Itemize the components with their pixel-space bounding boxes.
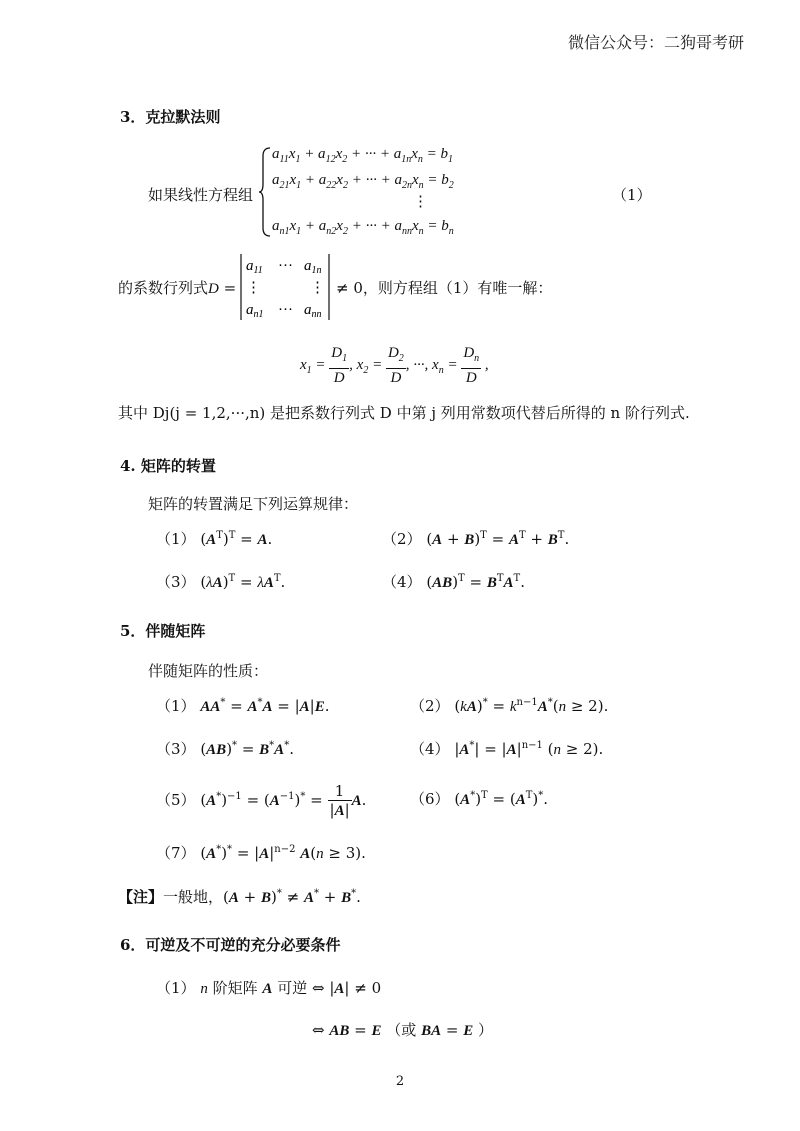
system-vdots: ⋮ (413, 192, 428, 210)
adjugate-prop-7: （7） $(A^*)^* = |A|^{n-2}$ A(n ≥ 3). (156, 844, 366, 862)
adjugate-prop-3: （3） (AB)* = B*A*. (156, 740, 294, 758)
section-4-title: 4. 矩阵的转置 (120, 457, 216, 475)
svg-text:⋮: ⋮ (310, 280, 325, 296)
invertible-condition-1: （1） n 阶矩阵 A 可逆 ⇔ |A| ≠ 0 (156, 979, 382, 997)
equation-label: （1） (612, 186, 652, 204)
transpose-rule-4: （4） $(AB)^T = B^TA^T$. (382, 573, 525, 591)
adjugate-note: 【注】一般地，(A + B)* ≠ A* + B*. (118, 888, 361, 906)
header-account: 微信公众号：二狗哥考研 (567, 33, 744, 52)
coefficient-determinant (238, 252, 334, 322)
page-number: 2 (395, 1074, 405, 1089)
adjugate-prop-1: （1） AA* = A*A = |A|E. (156, 697, 330, 715)
section-5-title: 5．伴随矩阵 (120, 622, 206, 640)
svg-text:···: ··· (278, 302, 293, 318)
svg-text:a11: $a_{11}$ (246, 258, 263, 276)
section-6-title: 6．可逆及不可逆的充分必要条件 (120, 936, 341, 954)
system-brace (258, 146, 272, 238)
svg-text:ann: $a_{nn}$ (304, 302, 322, 320)
system-eq-1: $a_{11}x_1 + a_{12}x_2$ + ··· + $a_{1n}x_n = b_1$ (272, 146, 454, 165)
svg-text:an1: $a_{n1}$ (246, 302, 264, 320)
section-3-title: 3．克拉默法则 (120, 108, 221, 126)
adjugate-prop-6: （6） $(A^*)^T = (A^T)^*$. (410, 790, 549, 808)
system-eq-n: $a_{n1}x_1 + a_{n2}x_2$ + ··· + $a_{nn}x_n = b_n$ (272, 218, 454, 237)
adjugate-prop-4: （4） $|A^*| = |A|^{n-1}$ (n ≥ 2). (410, 740, 604, 758)
svg-text:⋮: ⋮ (246, 280, 261, 296)
svg-text:···: ··· (278, 258, 293, 274)
cramer-intro: 如果线性方程组 (148, 186, 254, 204)
cramer-solution: $x_1$ = $\frac{D_1}{D}$ , $x_2$ = $\frac{D_2}{D}$ , ···, $x_n$ = $\frac{D_n}{D}$ , (300, 345, 489, 386)
svg-text:a1n: $a_{1n}$ (304, 258, 322, 276)
adjugate-prop-5: （5） $(A^*)^{-1} = (A^{-1})^*$ = $\frac{1}{|A|}$ A. (156, 782, 367, 819)
det-prefix: 的系数行列式D = (118, 279, 237, 297)
cramer-note: 其中 Dj(j = 1,2,···,n) 是把系数行列式 D 中第 j 列用常数项代替后所得的 n 阶行列式. (118, 404, 690, 422)
transpose-rule-1: （1） $(A^T)^T = A$. (156, 530, 273, 548)
invertible-condition-1b: ⇔ AB = E （或 BA = E ） (312, 1021, 493, 1039)
adjugate-intro: 伴随矩阵的性质： (148, 662, 269, 680)
transpose-rule-3: （3） $(\lambda A)^T = \lambda A^T$. (156, 573, 286, 591)
system-eq-2: $a_{21}x_1 + a_{22}x_2$ + ··· + $a_{2n}x_n = b_2$ (272, 172, 454, 191)
adjugate-prop-2: （2） $(kA)^* = k^{n-1}A^*(n \ge 2)$. (410, 697, 609, 715)
det-suffix: ≠ 0，则方程组（1）有唯一解： (336, 279, 553, 297)
transpose-intro: 矩阵的转置满足下列运算规律： (148, 495, 359, 513)
transpose-rule-2: （2） $(A + B)^T = A^T + B^T$. (382, 530, 570, 548)
